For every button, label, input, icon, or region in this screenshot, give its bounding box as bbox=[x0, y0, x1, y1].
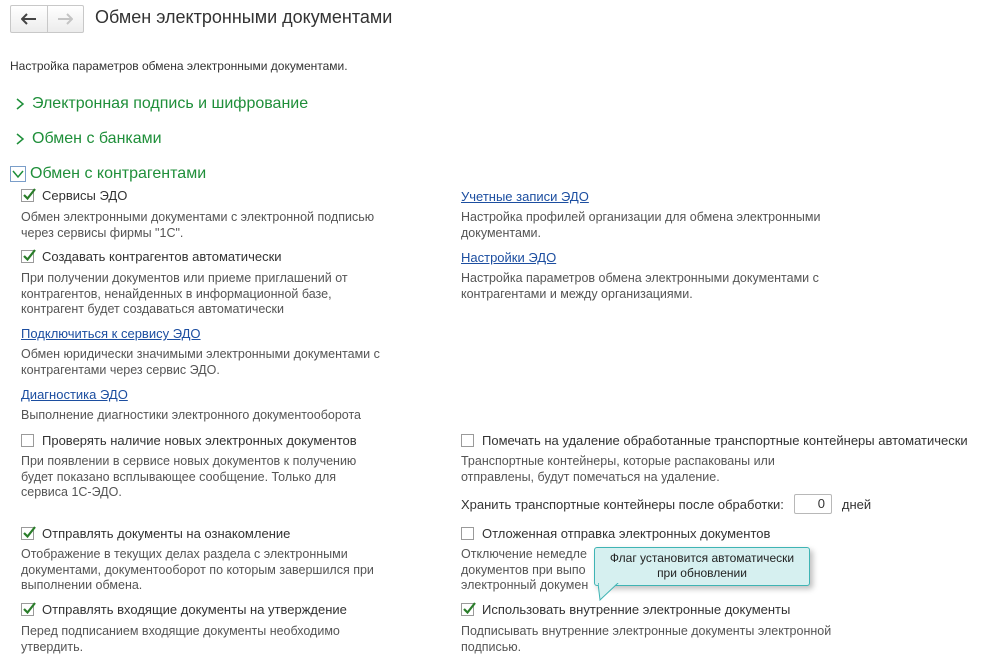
arrow-left-icon bbox=[21, 13, 37, 25]
update-tooltip bbox=[594, 547, 810, 586]
checkmark-icon bbox=[461, 600, 477, 616]
mark-delete-checkbox-row[interactable] bbox=[461, 433, 968, 448]
deferred-send-checkbox[interactable] bbox=[461, 527, 474, 540]
checkmark-icon bbox=[21, 524, 37, 540]
checkbox-label: Использовать внутренние электронные документы bbox=[482, 602, 791, 617]
checkbox-label: Сервисы ЭДО bbox=[42, 188, 128, 203]
checkmark-icon bbox=[21, 600, 37, 616]
days-unit-label: дней bbox=[841, 496, 872, 512]
mark-delete-checkbox[interactable] bbox=[461, 434, 474, 447]
edo-settings-link[interactable]: Настройки ЭДО bbox=[461, 250, 557, 265]
keep-days-input[interactable]: 0 bbox=[794, 494, 832, 514]
edo-accounts-description: Настройка профилей организации для обмена электронными документами. bbox=[461, 210, 821, 240]
send-approval-checkbox[interactable] bbox=[21, 603, 34, 616]
edo-accounts-link[interactable]: Учетные записи ЭДО bbox=[461, 189, 589, 204]
send-approval-description: Перед подписанием входящие документы необходимо утвердить. bbox=[21, 624, 340, 654]
keep-containers-row bbox=[461, 494, 871, 514]
auto-create-checkbox[interactable] bbox=[21, 250, 34, 263]
section-digital-signature[interactable] bbox=[12, 95, 308, 113]
edo-services-checkbox-row[interactable] bbox=[21, 188, 127, 203]
checkbox-label: Проверять наличие новых электронных документов bbox=[42, 433, 357, 448]
page-description: Настройка параметров обмена электронными документами. bbox=[10, 59, 348, 73]
internal-docs-checkbox[interactable] bbox=[461, 603, 474, 616]
checkbox-label: Отложенная отправка электронных документов bbox=[482, 526, 771, 541]
back-button[interactable] bbox=[11, 6, 47, 32]
checkbox-label: Отправлять входящие документы на утверждение bbox=[42, 602, 347, 617]
checkbox-label: Помечать на удаление обработанные транспортные контейнеры автоматически bbox=[482, 433, 968, 448]
chevron-down-icon bbox=[10, 166, 26, 182]
tooltip-line: Флаг установится автоматически bbox=[609, 551, 795, 565]
check-new-description: При появлении в сервисе новых документов к получению будет показано всплывающее сообщение. Только для сервиса 1С-ЭДО. bbox=[21, 454, 357, 499]
send-review-description: Отображение в текущих делах раздела с электронными документами, документооборот по которым завершился при выполнении обмена. bbox=[21, 547, 374, 592]
deferred-send-checkbox-row[interactable] bbox=[461, 526, 770, 541]
section-label: Обмен с банками bbox=[32, 130, 162, 147]
forward-button[interactable] bbox=[47, 6, 84, 32]
page-title: Обмен электронными документами bbox=[95, 7, 393, 27]
mark-delete-description: Транспортные контейнеры, которые распакованы или отправлены, будут помечаться на удаление. bbox=[461, 454, 775, 484]
send-approval-checkbox-row[interactable] bbox=[21, 602, 347, 617]
internal-docs-description: Подписывать внутренние электронные документы электронной подписью. bbox=[461, 624, 832, 654]
checkmark-icon bbox=[21, 247, 37, 263]
deferred-send-description: Отключение немедле документов при выпо электронный докумен bbox=[461, 547, 589, 592]
check-new-checkbox-row[interactable] bbox=[21, 433, 357, 448]
diagnostics-edo-link[interactable]: Диагностика ЭДО bbox=[21, 387, 128, 402]
section-label: Электронная подпись и шифрование bbox=[32, 95, 309, 112]
checkbox-label: Отправлять документы на ознакомление bbox=[42, 526, 291, 541]
edo-settings-description: Настройка параметров обмена электронными документами с контрагентами и между организациями. bbox=[461, 271, 819, 301]
internal-docs-checkbox-row[interactable] bbox=[461, 602, 790, 617]
chevron-right-icon bbox=[12, 96, 28, 112]
tooltip-line: при обновлении bbox=[657, 566, 747, 580]
keep-containers-label: Хранить транспортные контейнеры после обработки: bbox=[461, 496, 784, 512]
diagnostics-description: Выполнение диагностики электронного документооборота bbox=[21, 408, 361, 422]
arrow-right-icon bbox=[57, 13, 73, 25]
navigation-buttons bbox=[10, 5, 84, 33]
connect-edo-link[interactable]: Подключиться к сервису ЭДО bbox=[21, 326, 201, 341]
connect-edo-description: Обмен юридически значимыми электронными документами с контрагентами через сервис ЭДО. bbox=[21, 347, 380, 377]
tooltip-pointer bbox=[598, 583, 620, 601]
edo-services-checkbox[interactable] bbox=[21, 189, 34, 202]
chevron-right-icon bbox=[12, 131, 28, 147]
section-counterparties[interactable] bbox=[10, 165, 206, 183]
checkmark-icon bbox=[21, 186, 37, 202]
send-review-checkbox[interactable] bbox=[21, 527, 34, 540]
send-review-checkbox-row[interactable] bbox=[21, 526, 290, 541]
auto-create-description: При получении документов или приеме приглашений от контрагентов, ненайденных в информационной базе, контрагент будет создаваться автоматически bbox=[21, 271, 348, 316]
section-banks[interactable] bbox=[12, 130, 162, 148]
check-new-checkbox[interactable] bbox=[21, 434, 34, 447]
section-label: Обмен с контрагентами bbox=[30, 165, 207, 182]
edo-services-description: Обмен электронными документами с электронной подписью через сервисы фирмы "1С". bbox=[21, 210, 375, 240]
auto-create-checkbox-row[interactable] bbox=[21, 249, 282, 264]
checkbox-label: Создавать контрагентов автоматически bbox=[42, 249, 282, 264]
